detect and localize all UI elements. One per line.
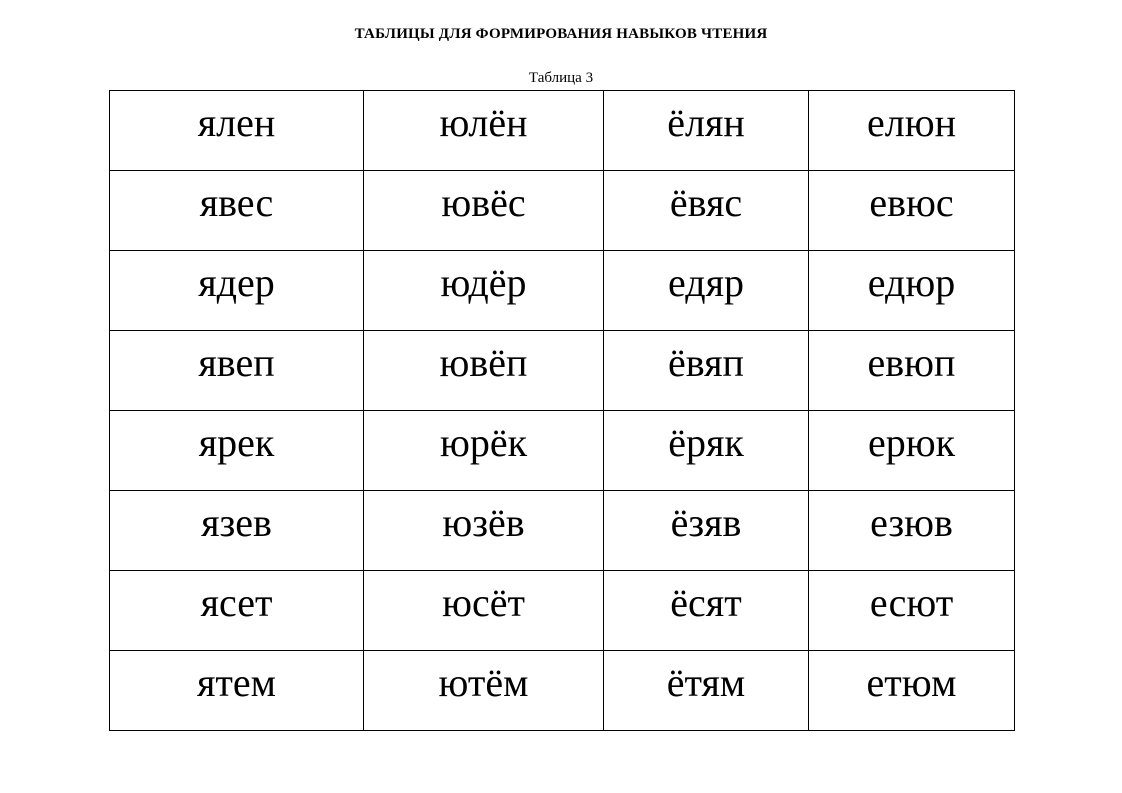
table-cell: едяр [604, 251, 809, 331]
table-caption: Таблица 3 [528, 70, 594, 86]
table-cell: ютём [364, 651, 604, 731]
table-row [110, 411, 1015, 491]
table-cell: явес [110, 171, 364, 251]
table-row [110, 651, 1015, 731]
table-cell: ярек [110, 411, 364, 491]
table-cell: юсёт [364, 571, 604, 651]
table-cell: ювёп [364, 331, 604, 411]
syllable-table [109, 90, 1015, 731]
table-row [110, 571, 1015, 651]
table-cell: евюс [809, 171, 1015, 251]
table-row [110, 331, 1015, 411]
table-row [110, 251, 1015, 331]
table-cell: юрёк [364, 411, 604, 491]
table-cell: ювёс [364, 171, 604, 251]
table-cell: ядер [110, 251, 364, 331]
table-cell: ерюк [809, 411, 1015, 491]
table-cell: юдёр [364, 251, 604, 331]
table-cell: ёвяп [604, 331, 809, 411]
table-cell: юзёв [364, 491, 604, 571]
table-cell: есют [809, 571, 1015, 651]
table-cell: ясет [110, 571, 364, 651]
table-cell: ёзяв [604, 491, 809, 571]
table-cell: юлён [364, 91, 604, 171]
table-cell: ёвяс [604, 171, 809, 251]
table-cell: явеп [110, 331, 364, 411]
table-cell: ялен [110, 91, 364, 171]
table-cell: язев [110, 491, 364, 571]
table-row [110, 491, 1015, 571]
table-cell: ёсят [604, 571, 809, 651]
table-row [110, 91, 1015, 171]
table-cell: ёлян [604, 91, 809, 171]
table-cell: ёряк [604, 411, 809, 491]
document-title: ТАБЛИЦЫ ДЛЯ ФОРМИРОВАНИЯ НАВЫКОВ ЧТЕНИЯ [354, 26, 768, 42]
table-cell: елюн [809, 91, 1015, 171]
table-cell: ётям [604, 651, 809, 731]
table-row [110, 171, 1015, 251]
table-cell: едюр [809, 251, 1015, 331]
table-cell: евюп [809, 331, 1015, 411]
table-cell: ятем [110, 651, 364, 731]
table-cell: езюв [809, 491, 1015, 571]
table-cell: етюм [809, 651, 1015, 731]
